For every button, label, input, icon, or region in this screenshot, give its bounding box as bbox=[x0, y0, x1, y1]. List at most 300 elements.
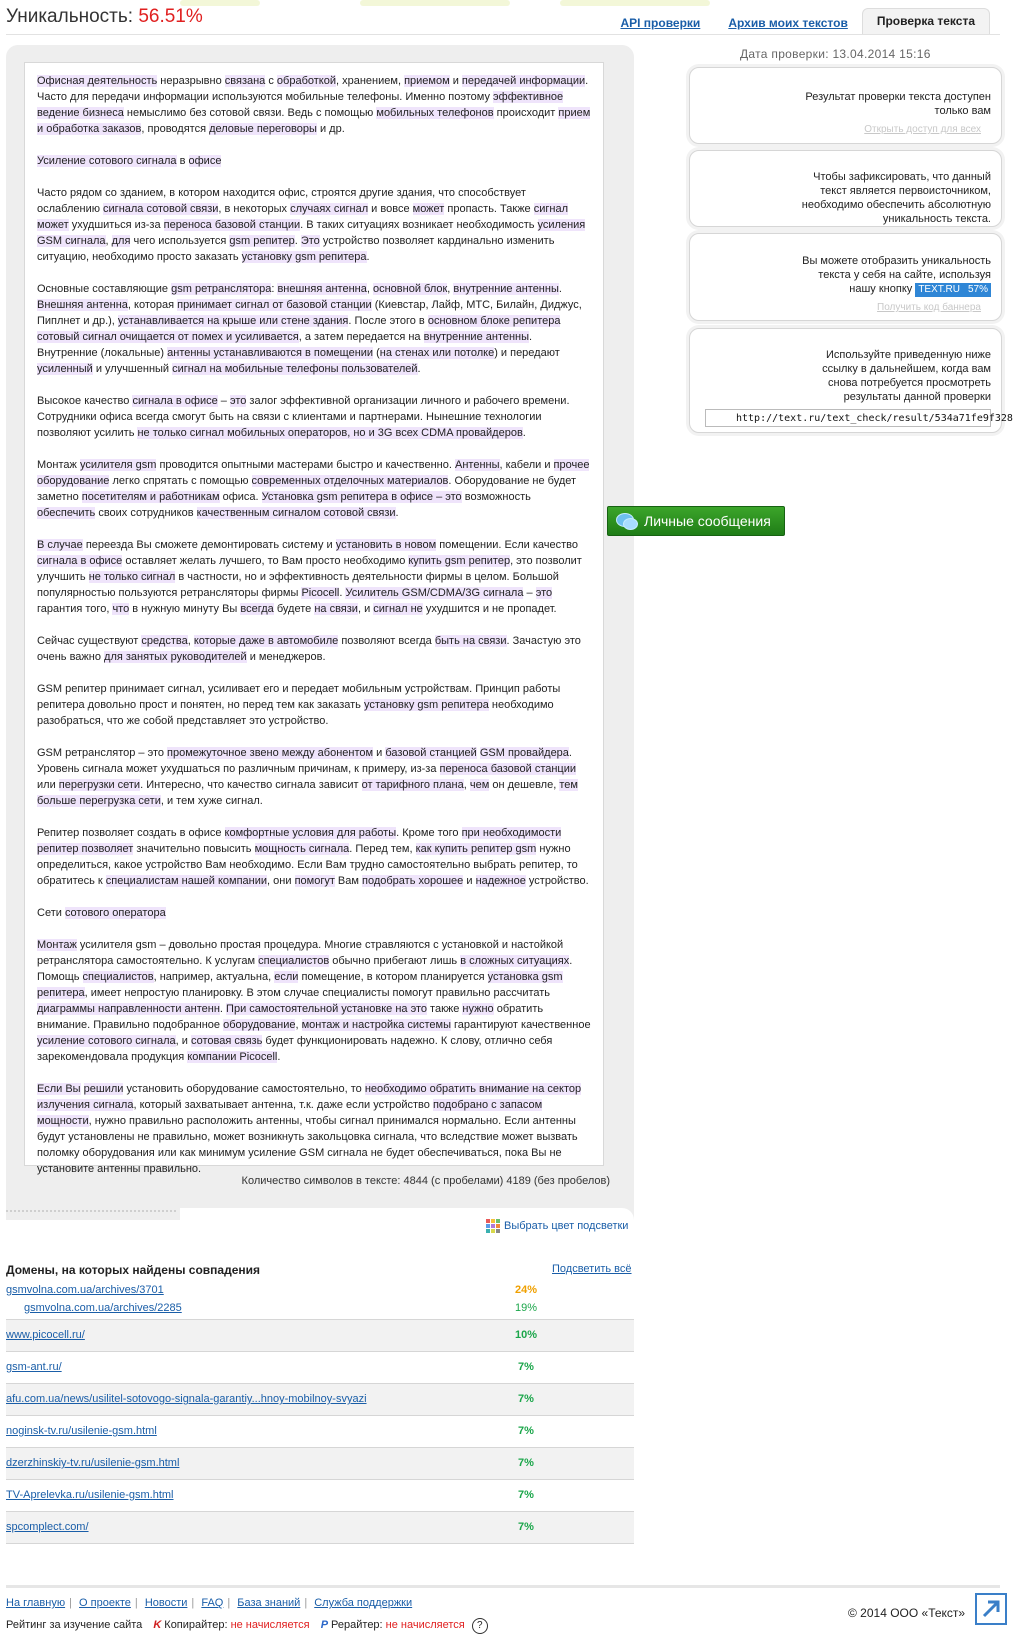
text-fragment: Монтаж bbox=[37, 459, 80, 471]
domain-url-link[interactable]: noginsk-tv.ru/usilenie-gsm.html bbox=[6, 1425, 157, 1437]
text-fragment: в частности, но и эффективность деятельности фирмы в целом. Большой популярностью пользуются ретрансляторы фирмы bbox=[37, 571, 559, 599]
match-highlight: посетителям и работникам bbox=[81, 491, 220, 503]
footer-link-home[interactable]: На главную bbox=[6, 1597, 66, 1609]
text-fragment: , в некоторых bbox=[218, 203, 291, 215]
text-fragment: гарантируют качественное bbox=[450, 1019, 591, 1031]
text-fragment: в bbox=[176, 155, 189, 167]
private-result-text: Результат проверки текста доступен только вам bbox=[805, 91, 991, 117]
domain-url-link[interactable]: afu.com.ua/news/usilitel-sotovogo-signala-garantiy...hnoy-mobilnoy-svyazi bbox=[6, 1393, 367, 1405]
chat-bubbles-icon bbox=[616, 513, 638, 529]
text-paragraph bbox=[37, 281, 591, 377]
domain-row bbox=[6, 1352, 634, 1384]
match-highlight: качественным сигналом сотовой связи bbox=[196, 507, 396, 519]
domain-match bbox=[6, 1359, 634, 1377]
open-access-link[interactable]: Открыть доступ для всех bbox=[864, 124, 981, 135]
match-highlight: сигнал на мобильные телефоны пользователей bbox=[172, 363, 418, 375]
match-highlight: Усиление сотового сигнала bbox=[37, 155, 177, 167]
private-messages-button[interactable] bbox=[607, 506, 785, 536]
text-paragraph bbox=[37, 185, 591, 265]
copywriter-label: Копирайтер: bbox=[164, 1619, 228, 1631]
match-highlight: gsm репитер bbox=[229, 235, 295, 247]
footer-link-about[interactable]: О проекте bbox=[79, 1597, 131, 1609]
footer-link-news[interactable]: Новости bbox=[144, 1597, 188, 1609]
domains-title: Домены, на которых найдены совпадения bbox=[6, 1263, 260, 1277]
get-banner-code-link[interactable]: Получить код баннера bbox=[877, 302, 981, 313]
private-result-box bbox=[689, 67, 1002, 144]
match-highlight: в сложных ситуациях bbox=[460, 955, 570, 967]
match-highlight: диаграммы направленности антенн bbox=[37, 1003, 220, 1015]
match-highlight: мобильных телефонов bbox=[376, 107, 494, 119]
text-fragment: ( bbox=[373, 347, 380, 359]
text-fragment: устройство позволяет кардинально изменить ситуацию, необходимо просто заказать bbox=[37, 235, 555, 263]
domain-match bbox=[6, 1327, 634, 1345]
text-fragment: . bbox=[395, 507, 399, 519]
text-fragment: GSM репитер принимает сигнал, усиливает его и передает мобильным устройствам. Принцип работы репитера довольно прост и понятен, но перед тем как заказать bbox=[37, 683, 561, 711]
footer-link-faq[interactable]: FAQ bbox=[201, 1597, 224, 1609]
text-paragraph bbox=[37, 1081, 591, 1177]
domain-row bbox=[6, 1282, 634, 1320]
text-fragment: и др. bbox=[316, 123, 345, 135]
text-fragment: , проводятся bbox=[141, 123, 210, 135]
match-highlight: тем больше перегрузка сети bbox=[37, 779, 578, 807]
match-highlight: что bbox=[112, 603, 130, 615]
match-highlight: приемом bbox=[404, 75, 450, 87]
match-highlight: как купить репитер gsm bbox=[415, 843, 537, 855]
text-fragment: – bbox=[523, 587, 536, 599]
match-highlight: прием и обработка заказов bbox=[37, 107, 591, 135]
text-fragment: легко спрятать с помощью bbox=[109, 475, 252, 487]
text-fragment: ухудшиться из-за bbox=[68, 219, 164, 231]
match-highlight: сигнала в офисе bbox=[132, 395, 218, 407]
text-fragment: он дешевле, bbox=[489, 779, 560, 791]
text-paragraph bbox=[37, 825, 591, 889]
text-fragment: , это позволит улучшить bbox=[37, 555, 582, 583]
domain-row bbox=[6, 1448, 634, 1480]
text-fragment: , которая bbox=[127, 299, 178, 311]
text-fragment: своих сотрудников bbox=[95, 507, 197, 519]
text-paragraph bbox=[37, 457, 591, 521]
domain-row bbox=[6, 1384, 634, 1416]
text-fragment: , например, актуальна, bbox=[153, 971, 275, 983]
match-highlight: нужно bbox=[462, 1003, 494, 1015]
match-highlight: усиленный bbox=[37, 363, 93, 375]
match-highlight: GSM провайдера bbox=[479, 747, 569, 759]
match-highlight: Антенны bbox=[455, 459, 500, 471]
match-highlight: установить в новом bbox=[335, 539, 437, 551]
match-highlight: специалистам нашей компании bbox=[105, 875, 268, 887]
match-highlight: промежуточное звено между абонентом bbox=[167, 747, 374, 759]
match-highlight: внешняя антенна bbox=[277, 283, 367, 295]
match-highlight: оборудование bbox=[223, 1019, 296, 1031]
text-fragment: обычно прибегают лишь bbox=[329, 955, 461, 967]
text-fragment: залог эффективной организации личного и рабочего времени. Сотрудники офиса всегда смогут быть на связи с клиентами и партнерами. Нынешние технологии позволяют усилить bbox=[37, 395, 570, 439]
match-highlight: При самостоятельной установке на это bbox=[226, 1003, 427, 1015]
match-highlight: Установка gsm репитера в офисе – это bbox=[261, 491, 462, 503]
text-fragment: , bbox=[187, 635, 194, 647]
match-highlight: купить gsm репитер bbox=[408, 555, 511, 567]
domain-match bbox=[6, 1423, 634, 1441]
text-paragraph bbox=[37, 937, 591, 1065]
checked-text-box bbox=[24, 62, 604, 1175]
text-fragment: с bbox=[265, 75, 277, 87]
tab-api[interactable]: API проверки bbox=[620, 16, 701, 30]
text-fragment: значительно повысить bbox=[133, 843, 255, 855]
text-fragment: необходимо разобраться, что же собой представляет это устройство. bbox=[37, 699, 554, 727]
badge-value: 57% bbox=[967, 284, 988, 295]
uniqueness-score bbox=[6, 6, 203, 28]
text-fragment: . Внутренние (локальные) bbox=[37, 331, 533, 359]
badge-label: TEXT.RU bbox=[918, 284, 960, 295]
text-fragment: . Часто для передачи информации используются мобильные телефоны. Именно поэтому bbox=[37, 75, 589, 103]
text-fragment: усилителя gsm – довольно простая процедура. Многие стравляются с установкой и настойкой ретранслятора самостоятельно. К услугам bbox=[37, 939, 564, 967]
match-highlight: перегрузки сети bbox=[58, 779, 141, 791]
text-fragment: позволяют всегда bbox=[338, 635, 435, 647]
result-link-box bbox=[689, 328, 1013, 433]
match-percent: 7% bbox=[518, 1521, 534, 1533]
text-fragment: или bbox=[37, 779, 59, 791]
text-fragment: возможность bbox=[461, 491, 531, 503]
match-highlight: подобрано с запасом мощности bbox=[37, 1099, 543, 1127]
text-paragraph bbox=[37, 537, 591, 617]
domain-url-link[interactable]: dzerzhinskiy-tv.ru/usilenie-gsm.html bbox=[6, 1457, 180, 1469]
text-fragment: . В таких ситуациях возникает необходимость bbox=[300, 219, 538, 231]
text-fragment: (Киевстар, Лайф, МТС, Билайн, Диджус, Пиплнет и др.), bbox=[37, 299, 582, 327]
match-highlight: Picocell bbox=[301, 587, 340, 599]
match-highlight: сотовая связь bbox=[190, 1035, 263, 1047]
match-highlight: для занятых руководителей bbox=[104, 651, 247, 663]
match-highlight: устанавливается на крыше или стене здания bbox=[117, 315, 349, 327]
match-highlight: компании Picocell bbox=[187, 1051, 278, 1063]
match-highlight: на связи bbox=[314, 603, 358, 615]
banner-box bbox=[689, 233, 1002, 321]
copyright: © 2014 ООО «Текст» bbox=[848, 1606, 966, 1620]
text-fragment: , имеет непростую планировку. В этом случае специалисты помогут правильно рассчитать bbox=[84, 987, 551, 999]
text-panel bbox=[6, 45, 634, 1220]
match-highlight: на стенах или потолке bbox=[379, 347, 495, 359]
match-highlight: прочее оборудование bbox=[37, 459, 590, 487]
domain-match bbox=[6, 1455, 634, 1473]
match-highlight: не только сигнал bbox=[88, 571, 176, 583]
domain-url-link[interactable]: gsmvolna.com.ua/archives/2285 bbox=[24, 1302, 182, 1314]
domain-url-link[interactable]: TV-Aprelevka.ru/usilenie-gsm.html bbox=[6, 1489, 174, 1501]
text-fragment: установить оборудование самостоятельно, то bbox=[123, 1083, 365, 1095]
footer-link-support[interactable]: Служба поддержки bbox=[314, 1597, 413, 1609]
text-fragment: , bbox=[295, 1019, 302, 1031]
uniqueness-value: 56.51% bbox=[138, 6, 203, 27]
match-highlight: средства bbox=[141, 635, 188, 647]
footer-link-knowledge-base[interactable]: База знаний bbox=[237, 1597, 301, 1609]
match-highlight: сигнала сотовой связи bbox=[103, 203, 219, 215]
text-fragment: офиса. bbox=[219, 491, 262, 503]
text-fragment: и менеджеров. bbox=[246, 651, 326, 663]
rating-line bbox=[6, 1618, 488, 1634]
domain-url-link[interactable]: spcomplect.com/ bbox=[6, 1521, 89, 1533]
domain-row bbox=[6, 1480, 634, 1512]
uniqueness-label: Уникальность: bbox=[6, 6, 134, 27]
text-fragment: , нужно правильно расположить антенны, чтобы сигнал принимался нормально. Если антенны будут установлены не правильно, может возникнуть закольцовка сигнала, что вследствие может вызвать поломку оборудования или как минимум усиление GSM сигнала не будет обеспечиваться, пока Вы не установите антенны правильно. bbox=[37, 1115, 578, 1175]
match-highlight: передачей информации bbox=[461, 75, 586, 87]
text-fragment: – bbox=[217, 395, 230, 407]
match-percent: 19% bbox=[514, 1302, 538, 1314]
text-fragment: , bbox=[463, 779, 470, 791]
text-fragment: , bbox=[105, 235, 112, 247]
match-highlight: базовой станцией bbox=[385, 747, 477, 759]
text-fragment: происходит bbox=[493, 107, 559, 119]
match-highlight: при необходимости репитер позволяет bbox=[37, 827, 562, 855]
text-fragment: Основные составляющие bbox=[37, 283, 172, 295]
tabs-divider bbox=[6, 34, 1000, 35]
match-highlight: усиление сотового сигнала bbox=[37, 1035, 176, 1047]
match-highlight: комфортные условия для работы bbox=[224, 827, 397, 839]
match-highlight: необходимо обратить внимание на сектор излучения сигнала bbox=[37, 1083, 582, 1111]
tab-archive[interactable]: Архив моих текстов bbox=[728, 16, 848, 30]
top-tabs bbox=[606, 10, 990, 34]
text-fragment: . Оборудование не будет заметно bbox=[37, 475, 577, 503]
text-fragment: Репитер позволяет создать в офисе bbox=[37, 827, 225, 839]
match-highlight: принимает сигнал от базовой станции bbox=[177, 299, 372, 311]
domains-list bbox=[6, 1282, 634, 1544]
match-highlight: установку gsm репитера bbox=[241, 251, 367, 263]
text-fragment: будете bbox=[273, 603, 315, 615]
domain-row bbox=[6, 1512, 634, 1544]
private-messages-label: Личные сообщения bbox=[644, 513, 771, 529]
match-highlight: установка gsm репитера bbox=[37, 971, 563, 999]
checked-text bbox=[25, 63, 603, 1203]
text-fragment: , кабели и bbox=[499, 459, 554, 471]
text-fragment: . bbox=[219, 1003, 227, 1015]
char-count: Количество символов в тексте: 4844 (с пробелами) 4189 (без пробелов) bbox=[241, 1175, 610, 1187]
rewriter-icon: P bbox=[320, 1619, 329, 1631]
match-highlight: сотового оператора bbox=[64, 907, 166, 919]
match-highlight: современных отделочных материалов bbox=[251, 475, 449, 487]
text-fragment: и bbox=[373, 747, 386, 759]
source-info-text: Чтобы зафиксировать, что данный текст является первоисточником, необходимо обеспечить абсолютную уникальность текста. bbox=[801, 171, 991, 225]
text-fragment: . После этого в bbox=[348, 315, 428, 327]
text-fragment: Часто рядом со зданием, в котором находится офис, строятся другие здания, что способствует ослаблению bbox=[37, 187, 526, 215]
domain-row bbox=[6, 1416, 634, 1448]
match-highlight: эффективное ведение бизнеса bbox=[37, 91, 564, 119]
text-fragment: . bbox=[558, 283, 562, 295]
text-fragment: пропасть. Также bbox=[444, 203, 534, 215]
match-highlight: внутренние антенны bbox=[423, 331, 530, 343]
match-percent: 10% bbox=[514, 1329, 538, 1341]
match-highlight: помогут bbox=[294, 875, 335, 887]
tab-text-check[interactable]: Проверка текста bbox=[862, 8, 990, 34]
text-fragment: ) и передают bbox=[494, 347, 560, 359]
match-highlight: монтаж и настройка системы bbox=[301, 1019, 451, 1031]
text-fragment: , и тем хуже сигнал. bbox=[160, 795, 263, 807]
text-fragment: Сети bbox=[37, 907, 65, 919]
match-highlight: gsm ретранслятора bbox=[171, 283, 272, 295]
text-fragment: , который захватывает антенна, т.к. даже если устройство bbox=[133, 1099, 433, 1111]
text-fragment: , они bbox=[267, 875, 295, 887]
copywriter-icon: K bbox=[153, 1619, 162, 1631]
result-url-field[interactable]: http://text.ru/text_check/result/534a71fe9f328 bbox=[705, 409, 991, 427]
text-fragment: . bbox=[366, 251, 370, 263]
match-highlight: обработкой bbox=[276, 75, 336, 87]
rewriter-label: Рерайтер: bbox=[331, 1619, 383, 1631]
text-fragment: . Уровень сигнала может ухудшаться по различным причинам, к примеру, из-за bbox=[37, 747, 572, 775]
text-fragment: . bbox=[294, 235, 301, 247]
domain-url-link[interactable]: gsmvolna.com.ua/archives/3701 bbox=[6, 1284, 164, 1296]
text-fragment: неразрывно bbox=[157, 75, 225, 87]
domain-match bbox=[6, 1519, 634, 1537]
match-highlight: внутренние антенны bbox=[453, 283, 559, 295]
textru-badge bbox=[915, 283, 991, 297]
color-select[interactable] bbox=[486, 1219, 628, 1233]
domain-url-link[interactable]: www.picocell.ru/ bbox=[6, 1329, 85, 1341]
text-fragment: . Интересно, что качество сигнала зависит bbox=[140, 779, 362, 791]
text-fragment: Высокое качество bbox=[37, 395, 133, 407]
domain-match bbox=[6, 1300, 634, 1318]
text-fragment: устройство. bbox=[525, 875, 589, 887]
match-highlight: Внешняя антенна bbox=[37, 299, 128, 311]
match-highlight: связана bbox=[224, 75, 266, 87]
text-fragment: и bbox=[463, 875, 476, 887]
source-info-box bbox=[689, 150, 1002, 227]
match-highlight: сигнала в офисе bbox=[37, 555, 123, 567]
text-paragraph bbox=[37, 905, 591, 921]
text-fragment: также bbox=[426, 1003, 463, 1015]
text-fragment: Сейчас существуют bbox=[37, 635, 142, 647]
domain-match bbox=[6, 1282, 634, 1300]
text-fragment: и вовсе bbox=[368, 203, 413, 215]
rewriter-value: не начисляется bbox=[385, 1619, 465, 1631]
match-highlight: обеспечить bbox=[37, 507, 96, 519]
match-highlight: решили bbox=[83, 1083, 124, 1095]
match-highlight: основном блоке репитера сотовый сигнал очищается от помех и усиливается bbox=[37, 315, 561, 343]
text-fragment: . Кроме того bbox=[396, 827, 462, 839]
text-fragment: нужно определиться, какое устройство Вам необходимо. Если Вам трудно самостоятельно выбрать репитер, то обратитесь к bbox=[37, 843, 578, 887]
match-highlight: Монтаж bbox=[37, 939, 77, 951]
domain-row bbox=[6, 1320, 634, 1352]
match-highlight: Офисная деятельность bbox=[37, 75, 158, 87]
text-fragment: обратить внимание. Правильно подобранное bbox=[37, 1003, 544, 1031]
match-highlight: усиления GSM сигнала bbox=[37, 219, 586, 247]
rating-label: Рейтинг за изучение сайта bbox=[6, 1619, 143, 1631]
text-fragment: оставляет желать лучшего, то Вам просто необходимо bbox=[122, 555, 409, 567]
text-fragment: , bbox=[447, 283, 454, 295]
match-highlight: В случае bbox=[37, 539, 83, 551]
match-highlight: основной блок bbox=[372, 283, 448, 295]
text-fragment: . bbox=[339, 587, 346, 599]
text-fragment: и улучшенный bbox=[92, 363, 173, 375]
match-highlight: Если Вы bbox=[37, 1083, 81, 1095]
match-highlight: мощность сигнала bbox=[254, 843, 350, 855]
domain-url-link[interactable]: gsm-ant.ru/ bbox=[6, 1361, 62, 1373]
match-highlight: Усилитель GSM/CDMA/3G сигнала bbox=[345, 587, 524, 599]
text-fragment: гарантия того, bbox=[37, 603, 113, 615]
text-fragment: . bbox=[277, 1051, 281, 1063]
match-highlight: деловые переговоры bbox=[209, 123, 317, 135]
text-fragment: : bbox=[271, 283, 278, 295]
text-fragment: чего используется bbox=[130, 235, 230, 247]
match-highlight: специалистов bbox=[82, 971, 154, 983]
match-highlight: установку gsm репитера bbox=[363, 699, 489, 711]
text-fragment: , и bbox=[357, 603, 374, 615]
highlight-all-link[interactable]: Подсветить всё bbox=[552, 1263, 632, 1275]
text-paragraph bbox=[37, 633, 591, 665]
text-fragment: . bbox=[417, 363, 421, 375]
domain-match bbox=[6, 1487, 634, 1505]
match-highlight: случаях сигнал bbox=[290, 203, 369, 215]
match-percent: 7% bbox=[518, 1457, 534, 1469]
text-fragment: и bbox=[449, 75, 462, 87]
match-highlight: всегда bbox=[240, 603, 274, 615]
help-icon[interactable]: ? bbox=[472, 1618, 488, 1634]
match-highlight: если bbox=[274, 971, 299, 983]
match-highlight: переноса базовой станции bbox=[439, 763, 577, 775]
text-fragment: . Перед тем, bbox=[349, 843, 416, 855]
match-highlight: сигнал может bbox=[37, 203, 569, 231]
match-percent: 7% bbox=[518, 1489, 534, 1501]
match-highlight: офисе bbox=[188, 155, 222, 167]
text-fragment: Вам bbox=[334, 875, 363, 887]
text-paragraph bbox=[37, 393, 591, 441]
match-highlight: чем bbox=[469, 779, 490, 791]
text-fragment: . Помощь bbox=[37, 955, 573, 983]
match-highlight: специалистов bbox=[258, 955, 330, 967]
match-highlight: переноса базовой станции bbox=[163, 219, 301, 231]
match-highlight: для bbox=[111, 235, 131, 247]
text-fragment: , и bbox=[175, 1035, 191, 1047]
match-highlight: не только сигнал мобильных операторов, но и 3G всех CDMA провайдеров bbox=[137, 427, 523, 439]
text-fragment: , хранением, bbox=[336, 75, 405, 87]
text-fragment: . Зачастую это очень важно bbox=[37, 635, 581, 663]
match-highlight: антенны устанавливаются в помещении bbox=[167, 347, 374, 359]
text-paragraph bbox=[37, 73, 591, 137]
match-highlight: Это bbox=[300, 235, 320, 247]
banner-text bbox=[791, 254, 991, 297]
text-fragment: проводится опытными мастерами быстро и качественно. bbox=[156, 459, 455, 471]
text-fragment: ухудшится и не пропадет. bbox=[422, 603, 557, 615]
textru-logo-icon[interactable] bbox=[975, 1593, 1007, 1625]
match-percent: 24% bbox=[514, 1284, 538, 1296]
text-fragment: будет функционировать надежно. К слову, отлично себя зарекомендовала продукция bbox=[37, 1035, 553, 1063]
copywriter-value: не начисляется bbox=[230, 1619, 310, 1631]
text-fragment: . bbox=[522, 427, 526, 439]
result-link-text: Используйте приведенную ниже ссылку в дальнейшем, когда вам снова потребуется просмотреть результаты данной проверки bbox=[822, 349, 991, 403]
footer-divider bbox=[6, 1585, 1000, 1588]
text-fragment: в нужную минуту Вы bbox=[129, 603, 241, 615]
text-fragment: немыслимо без сотовой связи. Ведь с помощью bbox=[123, 107, 377, 119]
text-fragment: GSM ретранслятор – это bbox=[37, 747, 168, 759]
match-highlight: надежное bbox=[475, 875, 526, 887]
match-highlight: от тарифного плана bbox=[361, 779, 464, 791]
panel-dotted-edge bbox=[6, 1210, 176, 1212]
match-highlight: это bbox=[229, 395, 247, 407]
match-highlight: быть на связи bbox=[434, 635, 507, 647]
domain-match bbox=[6, 1391, 634, 1409]
text-paragraph bbox=[37, 745, 591, 809]
match-highlight: сигнал не bbox=[373, 603, 423, 615]
check-date: Дата проверки: 13.04.2014 15:16 bbox=[740, 47, 931, 61]
footer-nav: На главную | О проекте | Новости | FAQ | База знаний | Служба поддержки bbox=[6, 1597, 413, 1609]
match-percent: 7% bbox=[518, 1425, 534, 1437]
match-percent: 7% bbox=[518, 1393, 534, 1405]
color-select-link[interactable]: Выбрать цвет подсветки bbox=[504, 1219, 629, 1232]
match-highlight: это bbox=[535, 587, 553, 599]
text-fragment: помещение, в котором планируется bbox=[298, 971, 488, 983]
text-fragment: , а затем передается на bbox=[298, 331, 424, 343]
text-paragraph bbox=[37, 153, 591, 169]
text-fragment: переезда Вы сможете демонтировать систему и bbox=[82, 539, 336, 551]
match-highlight: усилителя gsm bbox=[79, 459, 157, 471]
text-fragment: помещении. Если качество bbox=[436, 539, 578, 551]
text-fragment: , bbox=[366, 283, 373, 295]
match-highlight: подобрать хорошее bbox=[362, 875, 464, 887]
match-highlight: которые даже в автомобиле bbox=[193, 635, 339, 647]
